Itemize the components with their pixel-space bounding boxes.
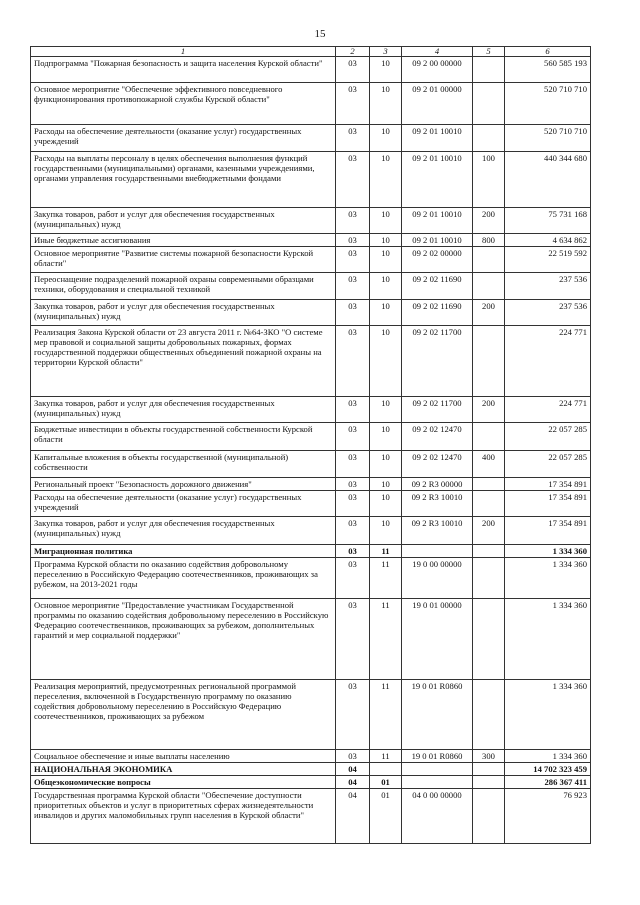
target-article-code: 09 2 02 12470: [402, 451, 473, 478]
subsection-code: 10: [370, 451, 402, 478]
section-code: 03: [336, 247, 370, 273]
section-code: 03: [336, 680, 370, 750]
amount: 1 334 360: [505, 680, 591, 750]
subsection-code: 10: [370, 397, 402, 423]
target-article-code: 19 0 00 00000: [402, 558, 473, 599]
item-name: Реализация Закона Курской области от 23 августа 2011 г. №64-ЗКО "О системе мер правовой и социальной защиты добровольных пожарных, формах государственной поддержки общественных объединений пожарной охраны на территории Курской области": [31, 326, 336, 397]
table-row: [31, 423, 591, 451]
item-name: Реализация мероприятий, предусмотренных региональной программой переселения, включенной в Государственную программу по оказанию содействия добровольному переселению в Российскую Федерацию соотечественников, проживающих за рубежом: [31, 680, 336, 750]
subsection-code: 10: [370, 83, 402, 125]
item-name: Программа Курской области по оказанию содействия добровольному переселению в Российскую Федерацию соотечественников, проживающих за рубежом, на 2013-2021 годы: [31, 558, 336, 599]
item-name: Основное мероприятие "Развитие системы пожарной безопасности Курской области": [31, 247, 336, 273]
item-name: Переоснащение подразделений пожарной охраны современными образцами техники, оборудования и специальной техникой: [31, 273, 336, 300]
expense-type-code: [473, 247, 505, 273]
table-row: [31, 273, 591, 300]
target-article-code: 09 2 01 00000: [402, 83, 473, 125]
expense-type-code: [473, 423, 505, 451]
column-header-subsection: 3: [370, 47, 402, 57]
target-article-code: 09 2 R3 10010: [402, 517, 473, 545]
expense-type-code: [473, 491, 505, 517]
section-code: 03: [336, 125, 370, 152]
item-name: Расходы на выплаты персоналу в целях обеспечения выполнения функций государственными (муниципальными) органами, казенными учреждениями, органами управления государственными внебюджетными фондами: [31, 152, 336, 208]
section-code: 03: [336, 397, 370, 423]
subsection-code: 10: [370, 247, 402, 273]
subsection-code: 11: [370, 680, 402, 750]
amount: 286 367 411: [505, 776, 591, 789]
column-number-row: [31, 47, 591, 57]
section-code: 03: [336, 152, 370, 208]
section-code: 04: [336, 776, 370, 789]
target-article-code: 09 2 02 00000: [402, 247, 473, 273]
amount: 520 710 710: [505, 125, 591, 152]
item-name: Иные бюджетные ассигнования: [31, 234, 336, 247]
target-article-code: 09 2 02 11700: [402, 397, 473, 423]
expense-type-code: [473, 599, 505, 680]
item-name: Закупка товаров, работ и услуг для обеспечения государственных (муниципальных) нужд: [31, 397, 336, 423]
table-row: [31, 300, 591, 326]
target-article-code: 09 2 02 12470: [402, 423, 473, 451]
amount: 520 710 710: [505, 83, 591, 125]
item-name: Закупка товаров, работ и услуг для обеспечения государственных (муниципальных) нужд: [31, 300, 336, 326]
section-code: 03: [336, 478, 370, 491]
amount: 1 334 360: [505, 750, 591, 763]
table-row: [31, 247, 591, 273]
section-code: 04: [336, 763, 370, 776]
amount: 76 923: [505, 789, 591, 844]
expense-type-code: [473, 273, 505, 300]
target-article-code: 09 2 01 10010: [402, 208, 473, 234]
amount: 1 334 360: [505, 558, 591, 599]
column-header-expense-type: 5: [473, 47, 505, 57]
section-code: 03: [336, 491, 370, 517]
section-code: 03: [336, 57, 370, 83]
table-row: [31, 83, 591, 125]
target-article-code: 04 0 00 00000: [402, 789, 473, 844]
table-row: [31, 234, 591, 247]
budget-table: [30, 46, 591, 844]
expense-type-code: [473, 789, 505, 844]
item-name: Общеэкономические вопросы: [31, 776, 336, 789]
amount: 4 634 862: [505, 234, 591, 247]
section-code: 03: [336, 208, 370, 234]
amount: 237 536: [505, 273, 591, 300]
amount: 1 334 360: [505, 599, 591, 680]
section-code: 03: [336, 451, 370, 478]
target-article-code: 09 2 R3 10010: [402, 491, 473, 517]
amount: 22 057 285: [505, 451, 591, 478]
subsection-code: 10: [370, 57, 402, 83]
target-article-code: 09 2 R3 00000: [402, 478, 473, 491]
section-code: 04: [336, 789, 370, 844]
section-code: 03: [336, 558, 370, 599]
table-row: [31, 491, 591, 517]
amount: 22 057 285: [505, 423, 591, 451]
subsection-code: 01: [370, 776, 402, 789]
table-row: [31, 57, 591, 83]
target-article-code: 19 0 01 R0860: [402, 750, 473, 763]
subsection-code: 10: [370, 300, 402, 326]
table-row: [31, 776, 591, 789]
table-row: [31, 750, 591, 763]
section-code: 03: [336, 326, 370, 397]
target-article-code: [402, 545, 473, 558]
expense-type-code: 200: [473, 397, 505, 423]
amount: 224 771: [505, 326, 591, 397]
amount: 22 519 592: [505, 247, 591, 273]
table-row: [31, 789, 591, 844]
amount: 440 344 680: [505, 152, 591, 208]
target-article-code: 09 2 02 11700: [402, 326, 473, 397]
target-article-code: [402, 776, 473, 789]
expense-type-code: [473, 83, 505, 125]
item-name: Бюджетные инвестиции в объекты государственной собственности Курской области: [31, 423, 336, 451]
target-article-code: 19 0 01 00000: [402, 599, 473, 680]
table-row: [31, 599, 591, 680]
expense-type-code: [473, 57, 505, 83]
amount: 224 771: [505, 397, 591, 423]
item-name: Основное мероприятие "Обеспечение эффективного повседневного функционирования противопожарной службы Курской области": [31, 83, 336, 125]
subsection-code: 10: [370, 234, 402, 247]
target-article-code: 09 2 02 11690: [402, 300, 473, 326]
amount: 560 585 193: [505, 57, 591, 83]
amount: 17 354 891: [505, 517, 591, 545]
column-header-amount: 6: [505, 47, 591, 57]
target-article-code: [402, 763, 473, 776]
target-article-code: 09 2 02 11690: [402, 273, 473, 300]
table-row: [31, 763, 591, 776]
subsection-code: 10: [370, 423, 402, 451]
section-code: 03: [336, 599, 370, 680]
expense-type-code: [473, 545, 505, 558]
amount: 17 354 891: [505, 491, 591, 517]
section-code: 03: [336, 517, 370, 545]
expense-type-code: 100: [473, 152, 505, 208]
item-name: Государственная программа Курской области "Обеспечение доступности приоритетных объектов и услуг в приоритетных сферах жизнедеятельности инвалидов и других маломобильных групп населения в Курской области": [31, 789, 336, 844]
expense-type-code: [473, 125, 505, 152]
amount: 1 334 360: [505, 545, 591, 558]
expense-type-code: 200: [473, 208, 505, 234]
target-article-code: 09 2 01 10010: [402, 125, 473, 152]
column-header-section: 2: [336, 47, 370, 57]
column-header-target-article: 4: [402, 47, 473, 57]
subsection-code: 10: [370, 125, 402, 152]
expense-type-code: [473, 478, 505, 491]
section-code: 03: [336, 545, 370, 558]
expense-type-code: 200: [473, 517, 505, 545]
subsection-code: [370, 763, 402, 776]
table-row: [31, 558, 591, 599]
subsection-code: 10: [370, 152, 402, 208]
expense-type-code: 800: [473, 234, 505, 247]
expense-type-code: 200: [473, 300, 505, 326]
expense-type-code: 300: [473, 750, 505, 763]
page-number: 15: [314, 28, 326, 40]
subsection-code: 01: [370, 789, 402, 844]
section-code: 03: [336, 423, 370, 451]
expense-type-code: [473, 763, 505, 776]
subsection-code: 11: [370, 750, 402, 763]
item-name: Капитальные вложения в объекты государственной (муниципальной) собственности: [31, 451, 336, 478]
target-article-code: 09 2 00 00000: [402, 57, 473, 83]
section-code: 03: [336, 273, 370, 300]
item-name: Закупка товаров, работ и услуг для обеспечения государственных (муниципальных) нужд: [31, 517, 336, 545]
amount: 17 354 891: [505, 478, 591, 491]
table-row: [31, 517, 591, 545]
item-name: Миграционная политика: [31, 545, 336, 558]
subsection-code: 10: [370, 208, 402, 234]
item-name: Основное мероприятие "Предоставление участникам Государственной программы по оказанию содействия добровольному переселению в Российскую Федерацию соотечественников, проживающих за рубежом, дополнительных гарантий и мер социальной поддержки": [31, 599, 336, 680]
expense-type-code: [473, 680, 505, 750]
subsection-code: 11: [370, 558, 402, 599]
expense-type-code: 400: [473, 451, 505, 478]
subsection-code: 11: [370, 599, 402, 680]
expense-type-code: [473, 776, 505, 789]
subsection-code: 10: [370, 478, 402, 491]
table-row: [31, 680, 591, 750]
item-name: Подпрограмма "Пожарная безопасность и защита населения Курской области": [31, 57, 336, 83]
table-row: [31, 208, 591, 234]
item-name: Расходы на обеспечение деятельности (оказание услуг) государственных учреждений: [31, 125, 336, 152]
table-row: [31, 326, 591, 397]
item-name: Региональный проект "Безопасность дорожного движения": [31, 478, 336, 491]
expense-type-code: [473, 326, 505, 397]
table-row: [31, 451, 591, 478]
section-code: 03: [336, 750, 370, 763]
amount: 75 731 168: [505, 208, 591, 234]
item-name: Закупка товаров, работ и услуг для обеспечения государственных (муниципальных) нужд: [31, 208, 336, 234]
subsection-code: 10: [370, 491, 402, 517]
table-row: [31, 125, 591, 152]
subsection-code: 10: [370, 517, 402, 545]
amount: 14 702 323 459: [505, 763, 591, 776]
amount: 237 536: [505, 300, 591, 326]
table-row: [31, 478, 591, 491]
item-name: Социальное обеспечение и иные выплаты населению: [31, 750, 336, 763]
target-article-code: 09 2 01 10010: [402, 234, 473, 247]
target-article-code: 09 2 01 10010: [402, 152, 473, 208]
subsection-code: 11: [370, 545, 402, 558]
column-header-name: 1: [31, 47, 336, 57]
table-row: [31, 397, 591, 423]
target-article-code: 19 0 01 R0860: [402, 680, 473, 750]
table-row: [31, 545, 591, 558]
item-name: Расходы на обеспечение деятельности (оказание услуг) государственных учреждений: [31, 491, 336, 517]
section-code: 03: [336, 300, 370, 326]
section-code: 03: [336, 234, 370, 247]
subsection-code: 10: [370, 326, 402, 397]
budget-table-body: [31, 57, 591, 844]
table-row: [31, 152, 591, 208]
expense-type-code: [473, 558, 505, 599]
item-name: НАЦИОНАЛЬНАЯ ЭКОНОМИКА: [31, 763, 336, 776]
subsection-code: 10: [370, 273, 402, 300]
section-code: 03: [336, 83, 370, 125]
